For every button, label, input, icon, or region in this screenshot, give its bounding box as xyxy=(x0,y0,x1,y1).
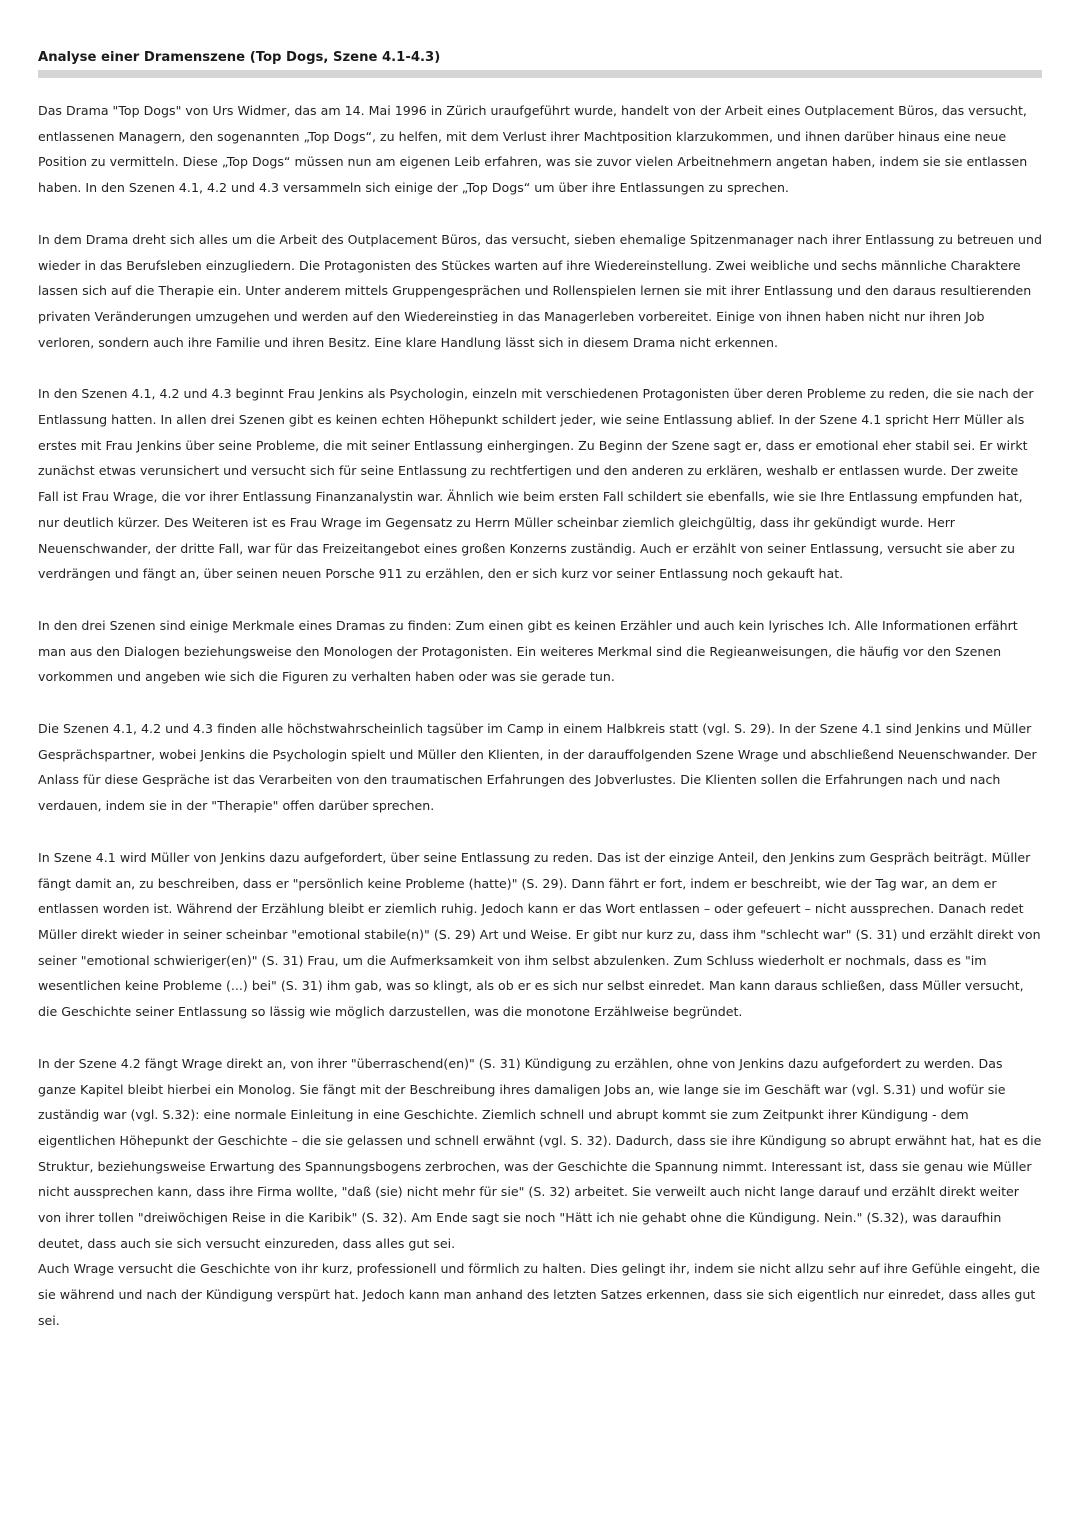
paragraph-6: In Szene 4.1 wird Müller von Jenkins dazu aufgefordert, über seine Entlassung zu reden. Das ist der einzige Anteil, den Jenkins zum Gespräch beiträgt. Müller fängt damit an, zu beschreiben, dass er "persönlich keine Probleme (hatte)" (S. 29). Dann fährt er fort, indem er beschreibt, wie der Tag war, an dem er entlassen worden ist. Während der Erzählung bleibt er ziemlich ruhig. Jedoch kann er das Wort entlassen – oder gefeuert – nicht aussprechen. Danach redet Müller direkt wieder in seiner scheinbar "emotional stabile(n)" (S. 29) Art und Weise. Er gibt nur kurz zu, dass ihm "schlecht war" (S. 31) und erzählt direkt von seiner "emotional schwieriger(en)" (S. 31) Frau, um die Aufmerksamkeit von ihm selbst abzulenken. Zum Schluss wiederholt er nochmals, dass es "im wesentlichen keine Probleme (...) bei" (S. 31) ihm gab, was so klingt, als ob er es sich nur selbst einredet. Man kann daraus schließen, dass Müller versucht, die Geschichte seiner Entlassung so lässig wie möglich darzustellen, was die monotone Erzählweise begründet. xyxy=(38,849,1041,1020)
document-body xyxy=(38,98,1042,1334)
paragraph-3: In den Szenen 4.1, 4.2 und 4.3 beginnt Frau Jenkins als Psychologin, einzeln mit verschiedenen Protagonisten über deren Probleme zu reden, die sie nach der Entlassung hatten. In allen drei Szenen gibt es keinen echten Höhepunkt schildert jeder, wie seine Entlassung ablief. In der Szene 4.1 spricht Herr Müller als erstes mit Frau Jenkins über seine Probleme, die mit seiner Entlassung einhergingen. Zu Beginn der Szene sagt er, dass er emotional eher stabil sei. Er wirkt zunächst etwas verunsichert und versucht sich für seine Entlassung zu rechtfertigen und den anderen zu erklären, weshalb er entlassen wurde. Der zweite Fall ist Frau Wrage, die vor ihrer Entlassung Finanzanalystin war. Ähnlich wie beim ersten Fall schildert sie ebenfalls, wie sie Ihre Entlassung empfunden hat, nur deutlich kürzer. Des Weiteren ist es Frau Wrage im Gegensatz zu Herrn Müller scheinbar ziemlich gleichgültig, dass ihr gekündigt wurde. Herr Neuenschwander, der dritte Fall, war für das Freizeitangebot eines großen Konzerns zuständig. Auch er erzählt von seiner Entlassung, versucht sie aber zu verdrängen und fängt an, über seinen neuen Porsche 911 zu erzählen, den er sich kurz vor seiner Entlassung noch gekauft hat. xyxy=(38,386,1034,582)
paragraph-5: Die Szenen 4.1, 4.2 und 4.3 finden alle höchstwahrscheinlich tagsüber im Camp in einem Halbkreis statt (vgl. S. 29). In der Szene 4.1 sind Jenkins und Müller Gesprächspartner, wobei Jenkins die Psychologin spielt und Müller den Klienten, in der darauffolgenden Szene Wrage und abschließend Neuenschwander. Der Anlass für diese Gespräche ist das Verarbeiten von den traumatischen Erfahrungen des Jobverlustes. Die Klienten sollen die Erfahrungen nach und nach verdauen, indem sie in der "Therapie" offen darüber sprechen. xyxy=(38,721,1037,814)
paragraph-7: In der Szene 4.2 fängt Wrage direkt an, von ihrer "überraschend(en)" (S. 31) Kündigung zu erzählen, ohne von Jenkins dazu aufgefordert zu werden. Das ganze Kapitel bleibt hierbei ein Monolog. Sie fängt mit der Beschreibung ihres damaligen Jobs an, wie lange sie im Geschäft war (vgl. S.31) und wofür sie zuständig war (vgl. S.32): eine normale Einleitung in eine Geschichte. Ziemlich schnell und abrupt kommt sie zum Zeitpunkt ihrer Kündigung - dem eigentlichen Höhepunkt der Geschichte – die sie gelassen und schnell erwähnt (vgl. S. 32). Dadurch, dass sie ihre Kündigung so abrupt erwähnt hat, hat es die Struktur, beziehungsweise Erwartung des Spannungsbogens zerbrochen, was der Geschichte die Spannung nimmt. Interessant ist, dass sie genau wie Müller nicht aussprechen kann, dass ihre Firma wollte, "daß (sie) nicht mehr für sie" (S. 32) arbeitet. Sie verweilt auch nicht lange darauf und erzählt direkt weiter von ihrer tollen "dreiwöchigen Reise in die Karibik" (S. 32). Am Ende sagt sie noch "Hätt ich nie gehabt ohne die Kündigung. Nein." (S.32), was daraufhin deutet, dass auch sie sich versucht einzureden, dass alles gut sei. Auch Wrage versucht die Geschichte von ihr kurz, professionell und förmlich zu halten. Dies gelingt ihr, indem sie nicht allzu sehr auf ihre Gefühle eingeht, die sie während und nach der Kündigung verspürt hat. Jedoch kann man anhand des letzten Satzes erkennen, dass sie sich eigentlich nur einredet, dass alles gut sei. xyxy=(38,1055,1042,1328)
document-title: Analyse einer Dramenszene (Top Dogs, Szene 4.1-4.3) xyxy=(38,50,441,65)
paragraph-4: In den drei Szenen sind einige Merkmale eines Dramas zu finden: Zum einen gibt es keinen Erzähler und auch kein lyrisches Ich. Alle Informationen erfährt man aus den Dialogen beziehungsweise den Monologen der Protagonisten. Ein weiteres Merkmal sind die Regieanweisungen, die häufig vor den Szenen vorkommen und angeben wie sich die Figuren zu verhalten haben oder was sie gerade tun. xyxy=(38,617,1018,685)
paragraph-1: Das Drama "Top Dogs" von Urs Widmer, das am 14. Mai 1996 in Zürich uraufgeführt wurde, handelt von der Arbeit eines Outplacement Büros, das versucht, entlassenen Managern, den sogenannten „Top Dogs“, zu helfen, mit dem Verlust ihrer Machtposition klarzukommen, und ihnen darüber hinaus eine neue Position zu vermitteln. Diese „Top Dogs“ müssen nun am eigenen Leib erfahren, was sie zuvor vielen Arbeitnehmern angetan haben, indem sie sie entlassen haben. In den Szenen 4.1, 4.2 und 4.3 versammeln sich einige der „Top Dogs“ um über ihre Entlassungen zu sprechen. xyxy=(38,103,1028,196)
paragraph-2: In dem Drama dreht sich alles um die Arbeit des Outplacement Büros, das versucht, sieben ehemalige Spitzenmanager nach ihrer Entlassung zu betreuen und wieder in das Berufsleben einzugliedern. Die Protagonisten des Stückes warten auf ihre Wiedereinstellung. Zwei weibliche und sechs männliche Charaktere lassen sich auf die Therapie ein. Unter anderem mittels Gruppengesprächen und Rollenspielen lernen sie mit ihrer Entlassung und den daraus resultierenden privaten Veränderungen umzugehen und werden auf den Wiedereinstieg in das Managerleben vorbereitet. Einige von ihnen haben nicht nur ihren Job verloren, sondern auch ihre Familie und ihren Besitz. Eine klare Handlung lässt sich in diesem Drama nicht erkennen. xyxy=(38,231,1042,350)
title-divider xyxy=(38,70,1042,78)
